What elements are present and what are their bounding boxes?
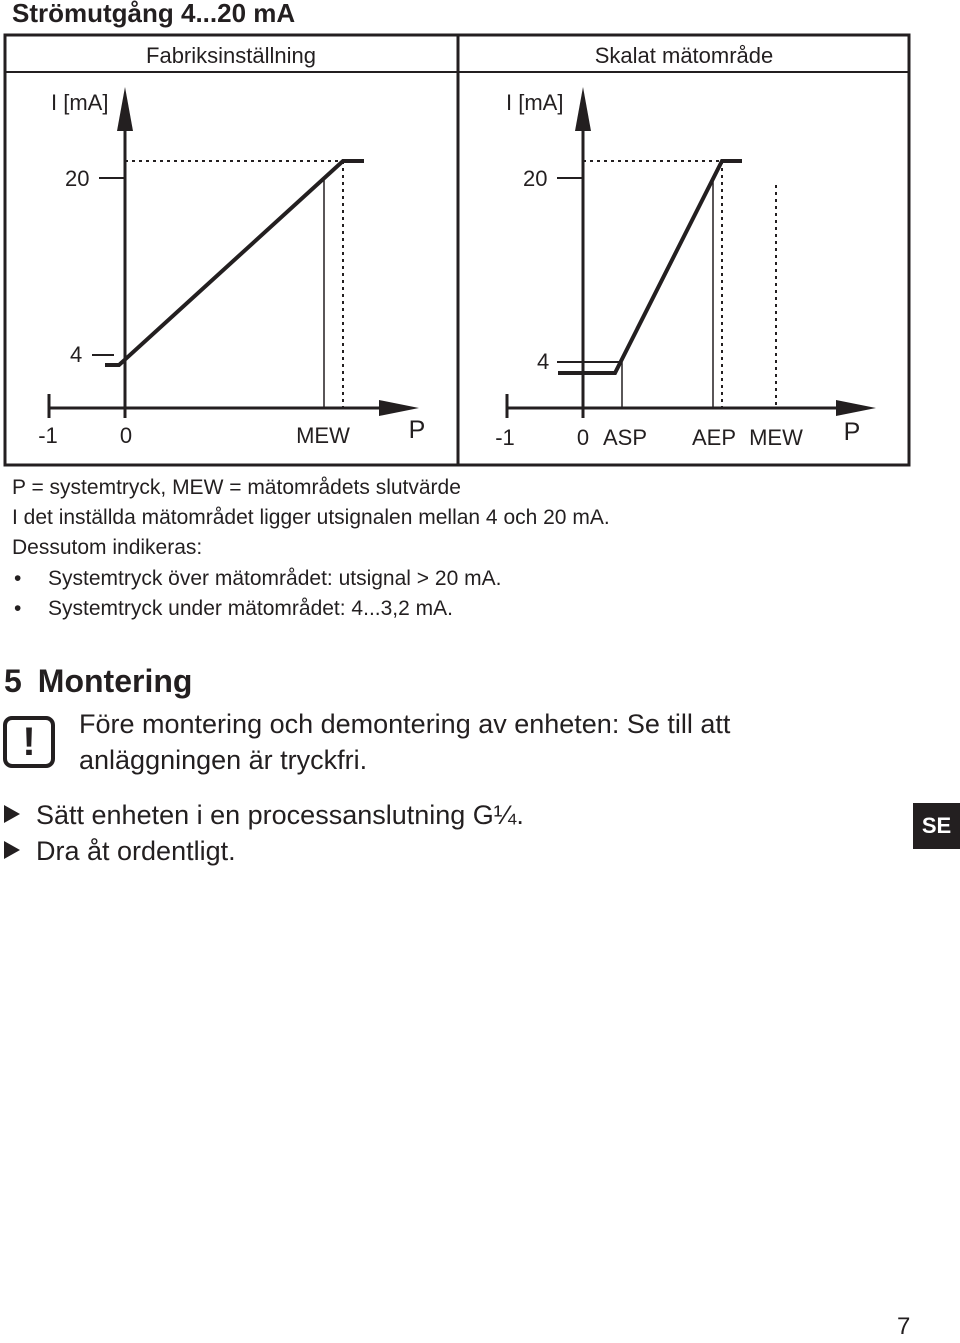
left-y-tick-label-20: 20 <box>65 166 90 191</box>
left-x-axis-label: P <box>408 416 426 444</box>
triangle-bullet-icon <box>4 805 20 823</box>
right-x-axis-arrow <box>836 400 876 416</box>
left-panel-title: Fabriksinställning <box>146 43 316 68</box>
warning-icon <box>3 716 55 768</box>
left-output-curve <box>105 161 364 365</box>
right-x-tick-label-aep: AEP <box>691 425 737 450</box>
right-y-tick-label-20: 20 <box>523 166 548 191</box>
step-item <box>4 833 236 869</box>
right-x-tick-label-mew: MEW <box>749 425 803 450</box>
right-x-axis-label: P <box>843 418 861 446</box>
right-y-axis-arrow <box>575 87 591 131</box>
step-item <box>4 797 524 833</box>
page-number: 7 <box>897 1313 911 1340</box>
right-x-tick-label-0: 0 <box>576 425 590 450</box>
right-y-tick-label-4: 4 <box>537 349 550 374</box>
left-y-axis-arrow <box>117 87 133 131</box>
right-panel <box>495 43 876 450</box>
left-x-axis-arrow <box>379 400 419 416</box>
bullet-marker: • <box>14 567 22 590</box>
step-text: Sätt enheten i en processanslutning G¼. <box>36 800 524 830</box>
section-heading-title: Montering <box>37 663 193 699</box>
triangle-bullet-icon <box>4 841 20 859</box>
left-panel <box>38 43 425 448</box>
note-additionally: Dessutom indikeras: <box>12 536 203 559</box>
note-legend: P = systemtryck, MEW = mätområdets slutvärde <box>12 476 461 499</box>
right-panel-title: Skalat mätområde <box>594 43 774 68</box>
right-y-axis-label: I [mA] <box>506 90 564 115</box>
left-x-tick-label-mew: MEW <box>296 423 350 448</box>
step-text: Dra åt ordentligt. <box>36 836 236 866</box>
left-y-tick-label-4: 4 <box>70 342 83 367</box>
bullet-marker: • <box>14 597 22 620</box>
right-output-curve <box>558 161 742 373</box>
bullet-item: Systemtryck över mätområdet: utsignal > 20 mA. <box>48 567 502 590</box>
right-x-tick-label-minus1: -1 <box>495 425 515 450</box>
note-range: I det inställda mätområdet ligger utsignalen mellan 4 och 20 mA. <box>12 506 610 529</box>
left-x-tick-label-0: 0 <box>119 423 133 448</box>
output-diagram <box>0 0 960 470</box>
left-y-axis-label: I [mA] <box>51 90 109 115</box>
section-title: Strömutgång 4...20 mA <box>12 0 296 28</box>
warning-text: Före montering och demontering av enheten: Se till att anläggningen är tryckfri. <box>79 709 731 775</box>
section-number: 5 <box>4 663 22 699</box>
language-tab: SE <box>913 803 960 849</box>
left-x-tick-label-minus1: -1 <box>38 423 58 448</box>
bullet-item: Systemtryck under mätområdet: 4...3,2 mA. <box>48 597 453 620</box>
warning-icon-glyph: ! <box>22 720 36 764</box>
right-x-tick-label-asp: ASP <box>602 425 648 450</box>
section-heading <box>4 663 192 700</box>
